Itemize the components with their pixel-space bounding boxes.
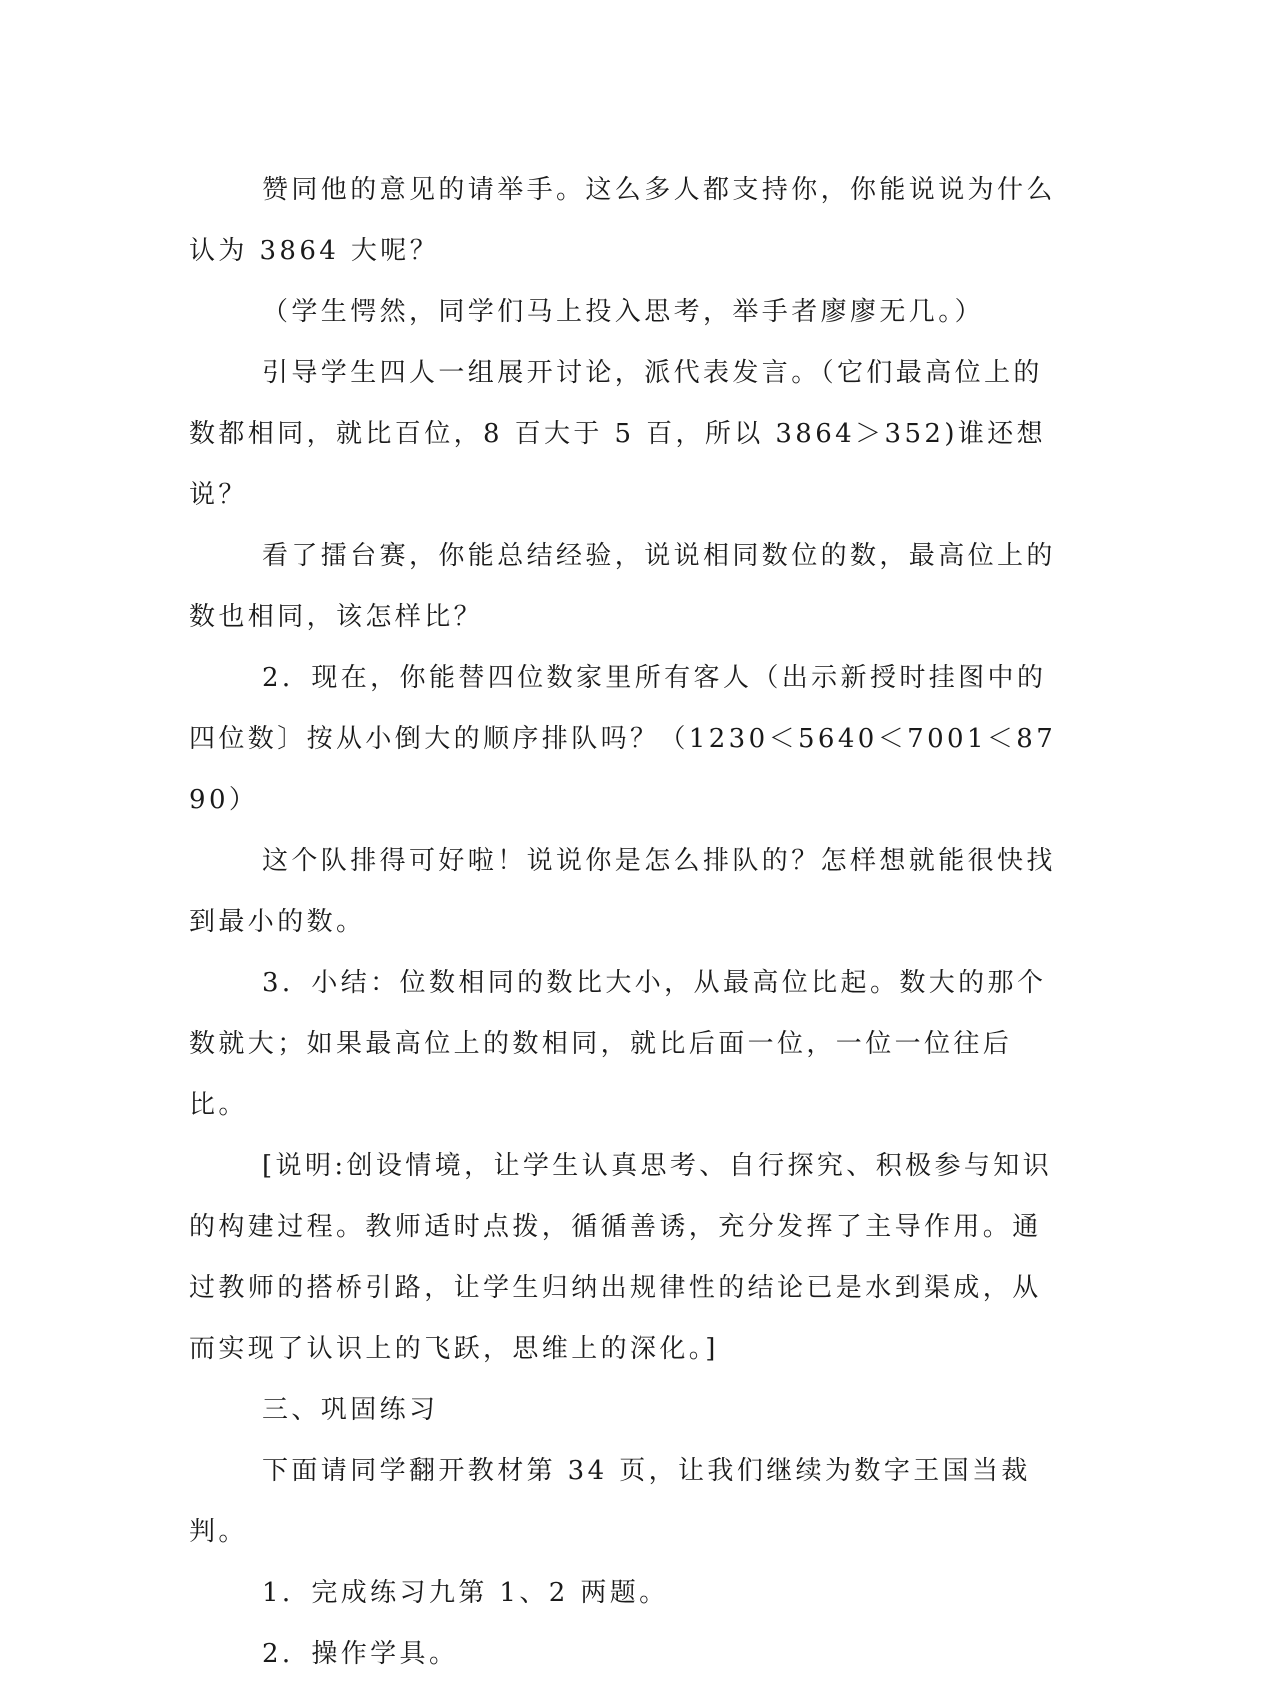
- paragraph-note: [说明:创设情境，让学生认真思考、自行探究、积极参与知识的构建过程。教师适时点拨，循循善诱，充分发挥了主导作用。通过教师的搭桥引路，让学生归纳出规律性的结论已是水到渠成，从而实现了认识上的飞跃，思维上的深化。]: [189, 1151, 1053, 1364]
- document-body: [189, 160, 1069, 1685]
- paragraph-ordering-task: 2．现在，你能替四位数家里所有客人（出示新授时挂图中的四位数〕按从小倒大的顺序排队吗？（1230＜5640＜7001＜8790）: [189, 663, 1057, 815]
- paragraph-ordering-explain: 这个队排得可好啦！说说你是怎么排队的？怎样想就能很快找到最小的数。: [189, 846, 1056, 937]
- paragraph-students-think: （学生愕然，同学们马上投入思考，举手者廖廖无几。）: [262, 297, 985, 327]
- paragraph-agree-question: 赞同他的意见的请举手。这么多人都支持你，你能说说为什么认为 3864 大呢？: [189, 175, 1056, 266]
- paragraph-summarize-experience: 看了擂台赛，你能总结经验，说说相同数位的数，最高位上的数也相同，该怎样比？: [189, 541, 1056, 632]
- paragraph-exercise-1: 1．完成练习九第 1、2 两题。: [262, 1578, 669, 1608]
- section-heading-practice: 三、巩固练习: [262, 1395, 439, 1425]
- paragraph-group-discussion: 引导学生四人一组展开讨论，派代表发言。（它们最高位上的数都相同，就比百位，8 百大于 5 百，所以 3864＞352)谁还想说？: [189, 358, 1047, 510]
- paragraph-summary: 3．小结：位数相同的数比大小，从最高位比起。数大的那个数就大；如果最高位上的数相同，就比后面一位，一位一位往后比。: [189, 968, 1047, 1120]
- paragraph-exercise-2: 2．操作学具。: [262, 1639, 459, 1669]
- paragraph-textbook-page: 下面请同学翻开教材第 34 页，让我们继续为数字王国当裁判。: [189, 1456, 1031, 1547]
